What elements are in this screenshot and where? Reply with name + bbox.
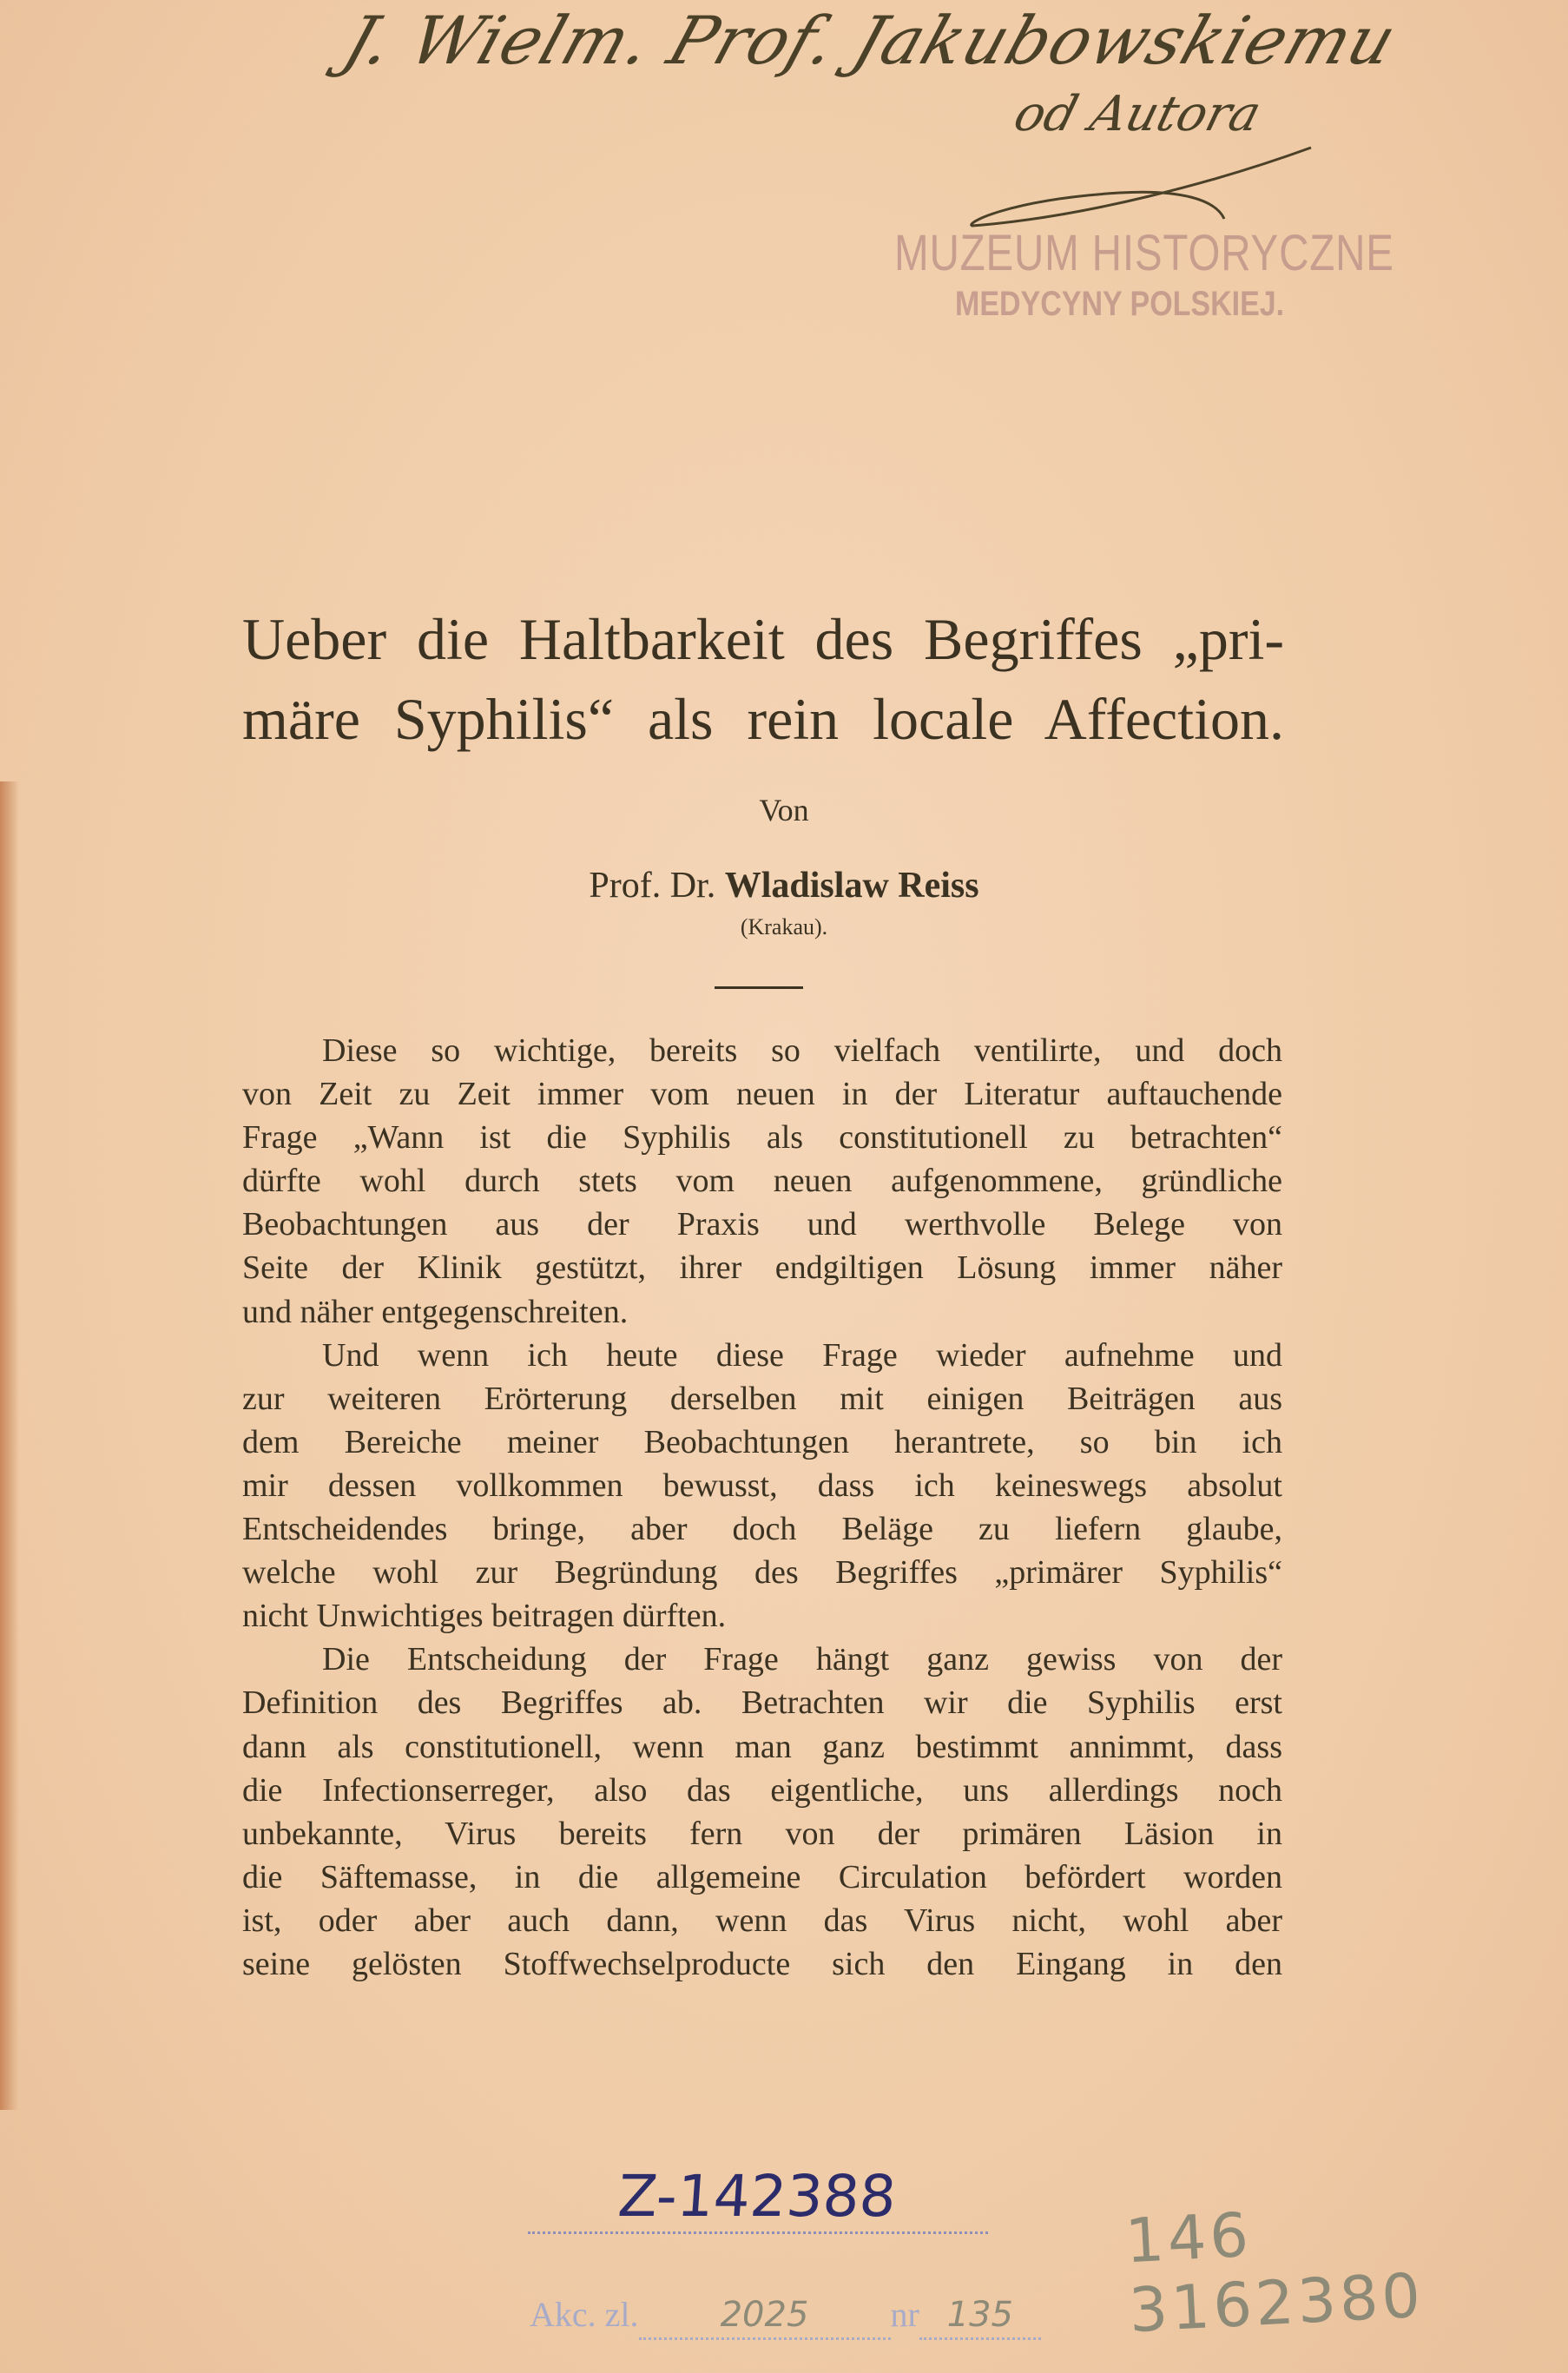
nr-dotted-line bbox=[919, 2292, 1041, 2340]
body-line: Seite der Klinik gestützt, ihrer endgiltigen Lösung immer näher bbox=[242, 1249, 1282, 1287]
body-line: Die Entscheidung der Frage hängt ganz gewiss von der bbox=[322, 1641, 1282, 1678]
body-line: Entscheidendes bringe, aber doch Beläge zu liefern glaube, bbox=[242, 1511, 1282, 1548]
body-line: Frage „Wann ist die Syphilis als constitutionell zu betrachten“ bbox=[242, 1119, 1282, 1157]
body-line: seine gelösten Stoffwechselproducte sich den Eingang in den bbox=[242, 1945, 1282, 1982]
body-line: Und wenn ich heute diese Frage wieder aufnehme und bbox=[322, 1336, 1282, 1374]
author-prefix: Prof. Dr. bbox=[589, 866, 716, 906]
handwritten-dedication-from-author: od Autora bbox=[1008, 86, 1268, 142]
stamp-line-1: MUZEUM HISTORYCZNE bbox=[894, 225, 1394, 281]
body-line: und näher entgegenschreiten. bbox=[242, 1293, 629, 1330]
author-place: (Krakau). bbox=[740, 914, 828, 939]
separator-rule bbox=[715, 986, 803, 989]
body-line: die Säftemasse, in die allgemeine Circulation befördert worden bbox=[242, 1858, 1282, 1895]
pencil-number: 146 3162380 bbox=[1123, 2198, 1426, 2347]
body-line: ist, oder aber auch dann, wenn das Virus nicht, wohl aber bbox=[242, 1902, 1282, 1939]
body-line: zur weiteren Erörterung derselben mit einigen Beiträgen aus bbox=[242, 1380, 1282, 1417]
title-line: Ueber die Haltbarkeit des Begriffes „pri- bbox=[242, 606, 1284, 672]
body-line: dem Bereiche meiner Beobachtungen herantrete, so bin ich bbox=[242, 1423, 1282, 1460]
byline-von: Von bbox=[759, 793, 809, 827]
body-line: unbekannte, Virus bereits fern von der primären Läsion in bbox=[242, 1815, 1282, 1852]
title-line: märe Syphilis“ als rein locale Affection. bbox=[242, 686, 1284, 752]
body-line: Diese so wichtige, bereits so vielfach ventilirte, und doch bbox=[322, 1032, 1282, 1069]
accession-field bbox=[530, 2292, 1041, 2340]
page-edge-shadow bbox=[0, 781, 19, 2110]
body-line: welche wohl zur Begründung des Begriffes „primärer Syphilis“ bbox=[242, 1554, 1282, 1592]
article-body bbox=[242, 1029, 1282, 1986]
body-line: nicht Unwichtiges beitragen dürften. bbox=[242, 1598, 727, 1635]
museum-stamp bbox=[894, 224, 1504, 325]
body-line: Beobachtungen aus der Praxis und werthvolle Belege von bbox=[242, 1206, 1282, 1243]
body-line: mir dessen vollkommen bewusst, dass ich keineswegs absolut bbox=[242, 1467, 1282, 1504]
author-name: Wladislaw Reiss bbox=[724, 866, 979, 906]
signature-flourish bbox=[955, 130, 1320, 227]
body-line: Definition des Begriffes ab. Betrachten wir die Syphilis erst bbox=[242, 1684, 1282, 1722]
body-line: dürfte wohl durch stets vom neuen aufgenommene, gründliche bbox=[242, 1163, 1282, 1200]
author bbox=[0, 865, 1568, 906]
body-line: dann als constitutionell, wenn man ganz bestimmt annimmt, dass bbox=[242, 1728, 1282, 1765]
body-line: die Infectionserreger, also das eigentliche, uns allerdings noch bbox=[242, 1771, 1282, 1809]
article-title bbox=[242, 599, 1284, 759]
accession-label: Akc. zl. bbox=[530, 2295, 639, 2334]
handwritten-dedication: J. Wielm. Prof. Jakubowskiemu bbox=[334, 2, 1407, 79]
accession-dotted-line bbox=[639, 2292, 891, 2340]
nr-value: 135 bbox=[946, 2295, 1014, 2335]
inventory-number: Z-142388 bbox=[616, 2163, 899, 2230]
body-line: von Zeit zu Zeit immer vom neuen in der Literatur auftauchende bbox=[242, 1076, 1282, 1113]
stamp-line-2: MEDYCYNY POLSKIEJ. bbox=[955, 285, 1285, 323]
nr-label: nr bbox=[890, 2295, 919, 2334]
dotted-line bbox=[528, 2231, 988, 2234]
accession-value: 2025 bbox=[720, 2295, 809, 2335]
